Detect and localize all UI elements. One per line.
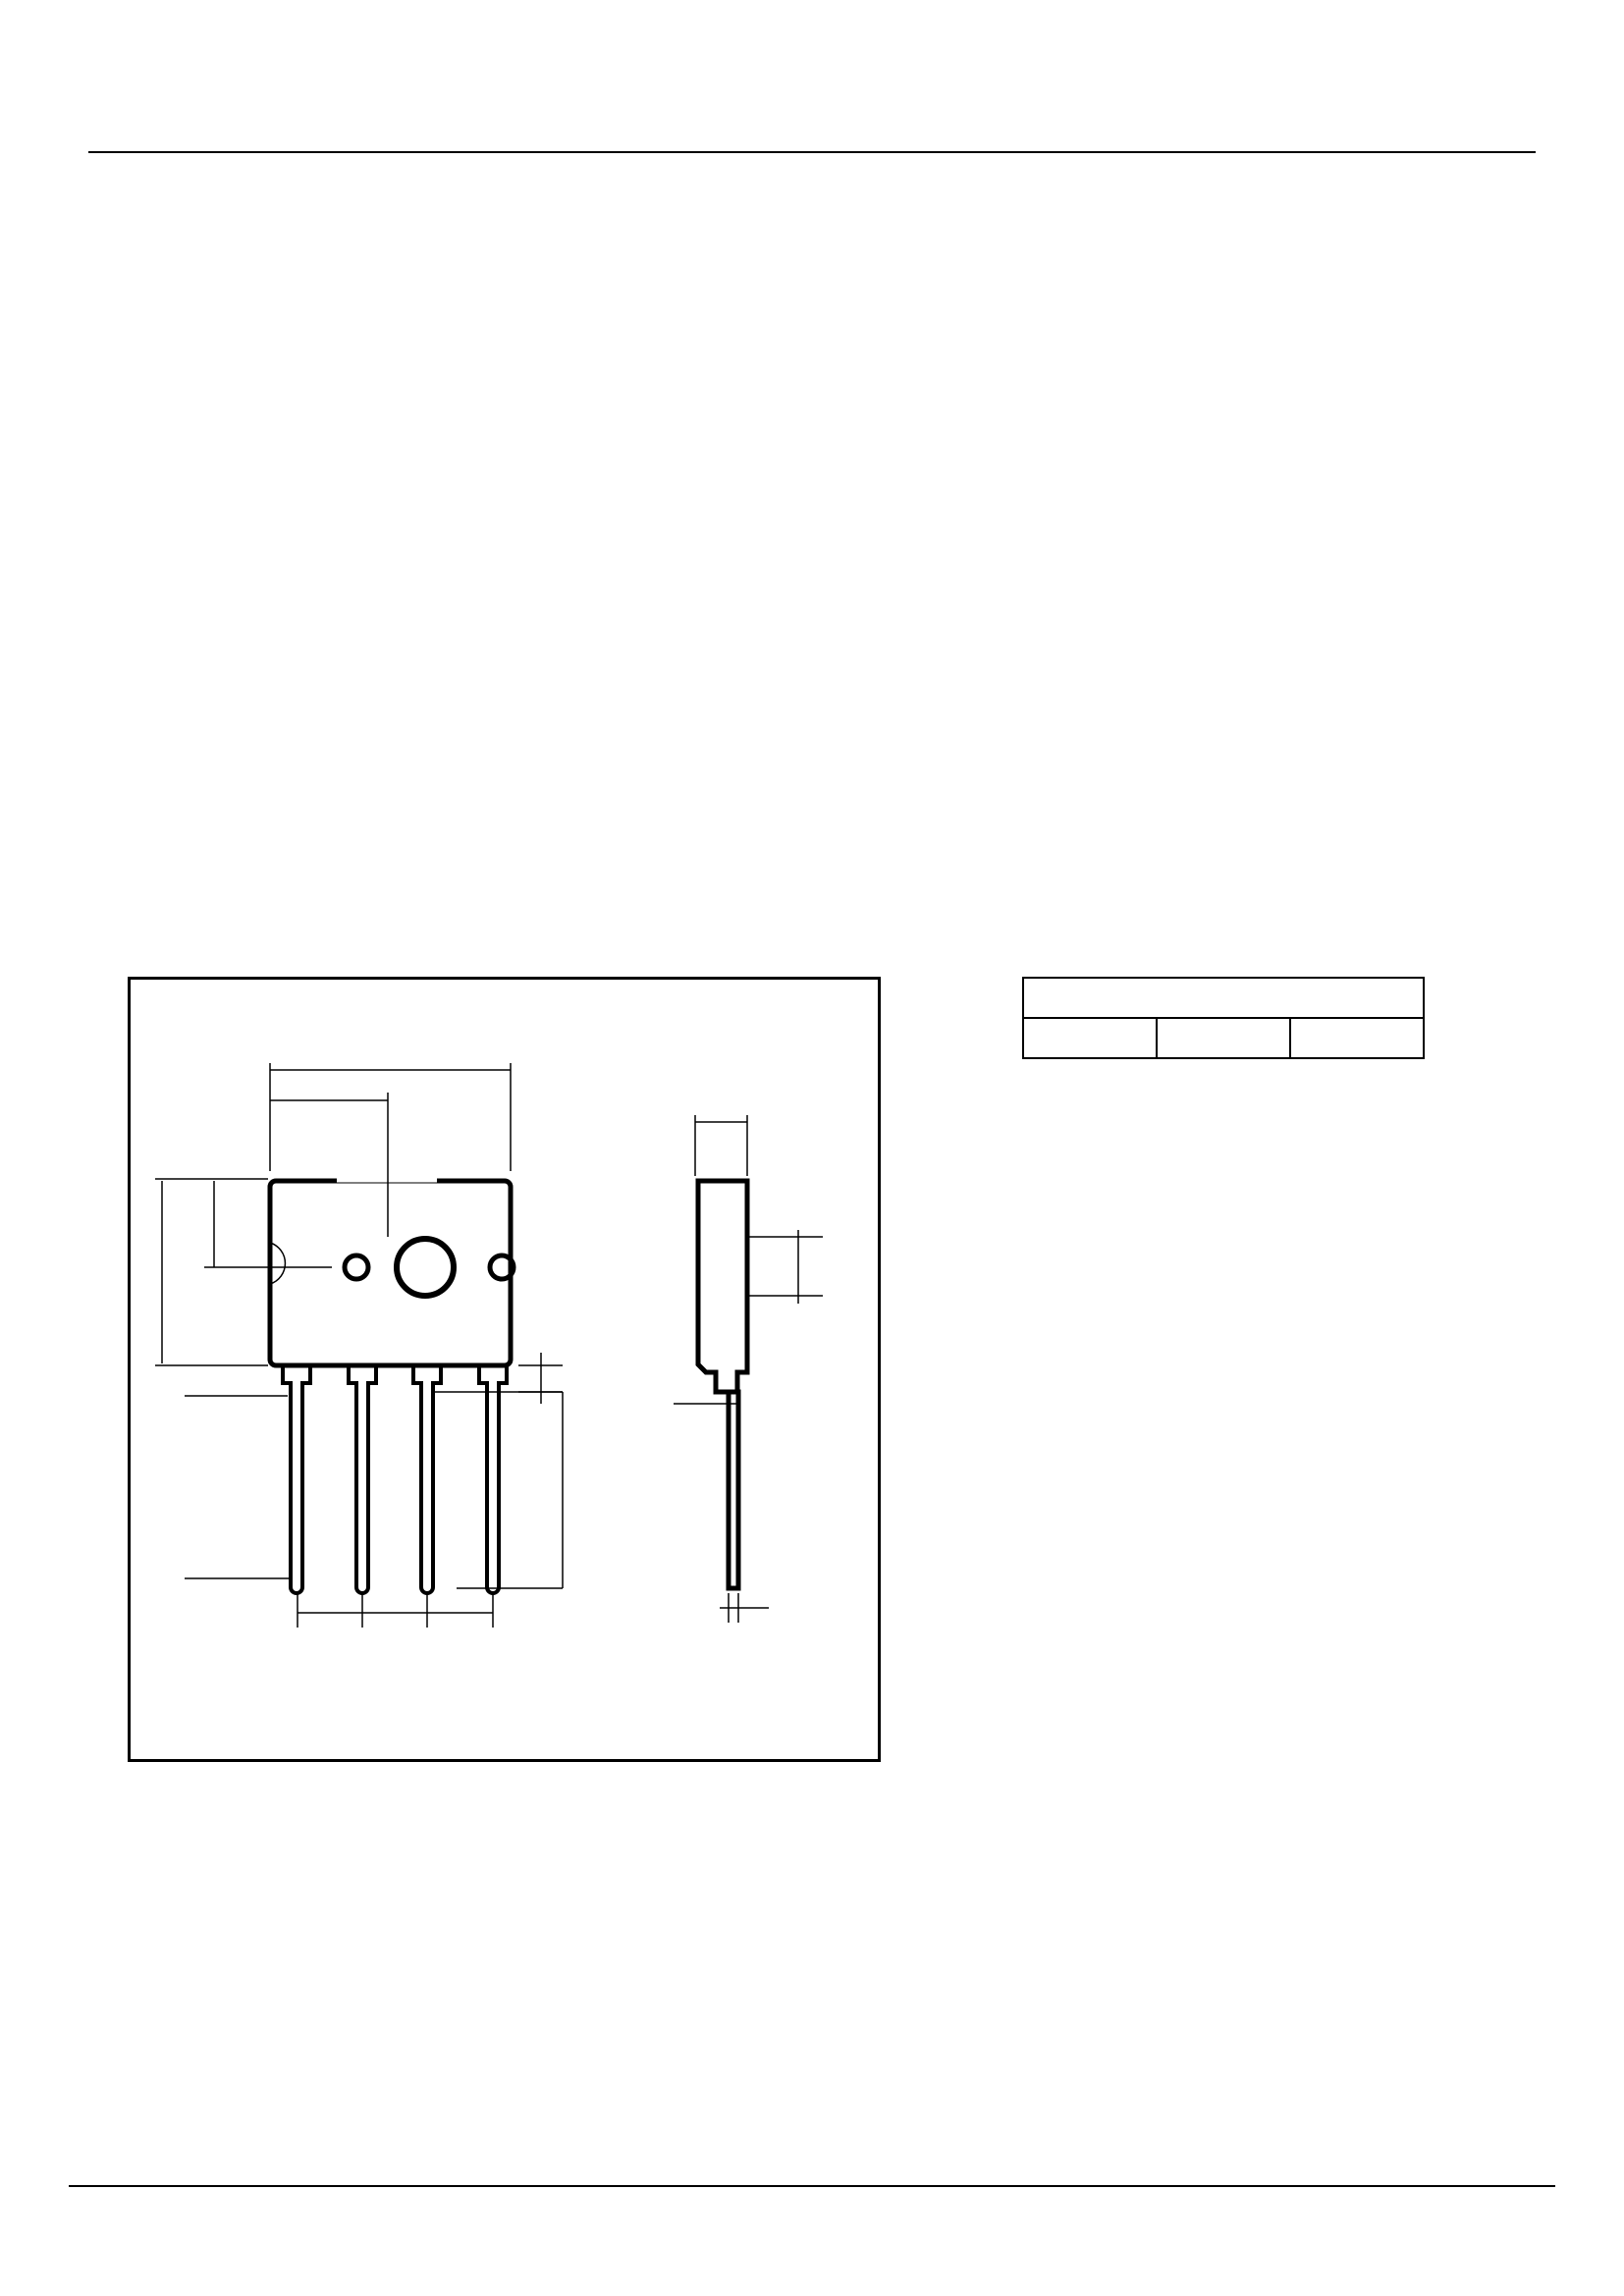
table-header-dim	[1023, 1018, 1157, 1058]
table-title	[1023, 978, 1424, 1018]
package-leads	[283, 1365, 507, 1593]
package-body-front	[270, 1181, 511, 1365]
dimension-lines	[155, 1063, 563, 1628]
table-header-max	[1290, 1018, 1424, 1058]
fig4-chart	[805, 206, 1551, 864]
dimensions-table	[1022, 977, 1425, 1059]
package-drawing	[131, 980, 878, 1759]
header-rule	[88, 151, 1536, 153]
package-side-view	[698, 1181, 747, 1588]
mount-hole-center	[397, 1239, 454, 1296]
table-header-min	[1157, 1018, 1290, 1058]
fig3-chart	[93, 211, 756, 859]
footer-rule	[69, 2185, 1555, 2187]
mount-hole-left	[345, 1255, 368, 1279]
outline-drawing-box	[128, 977, 881, 1762]
